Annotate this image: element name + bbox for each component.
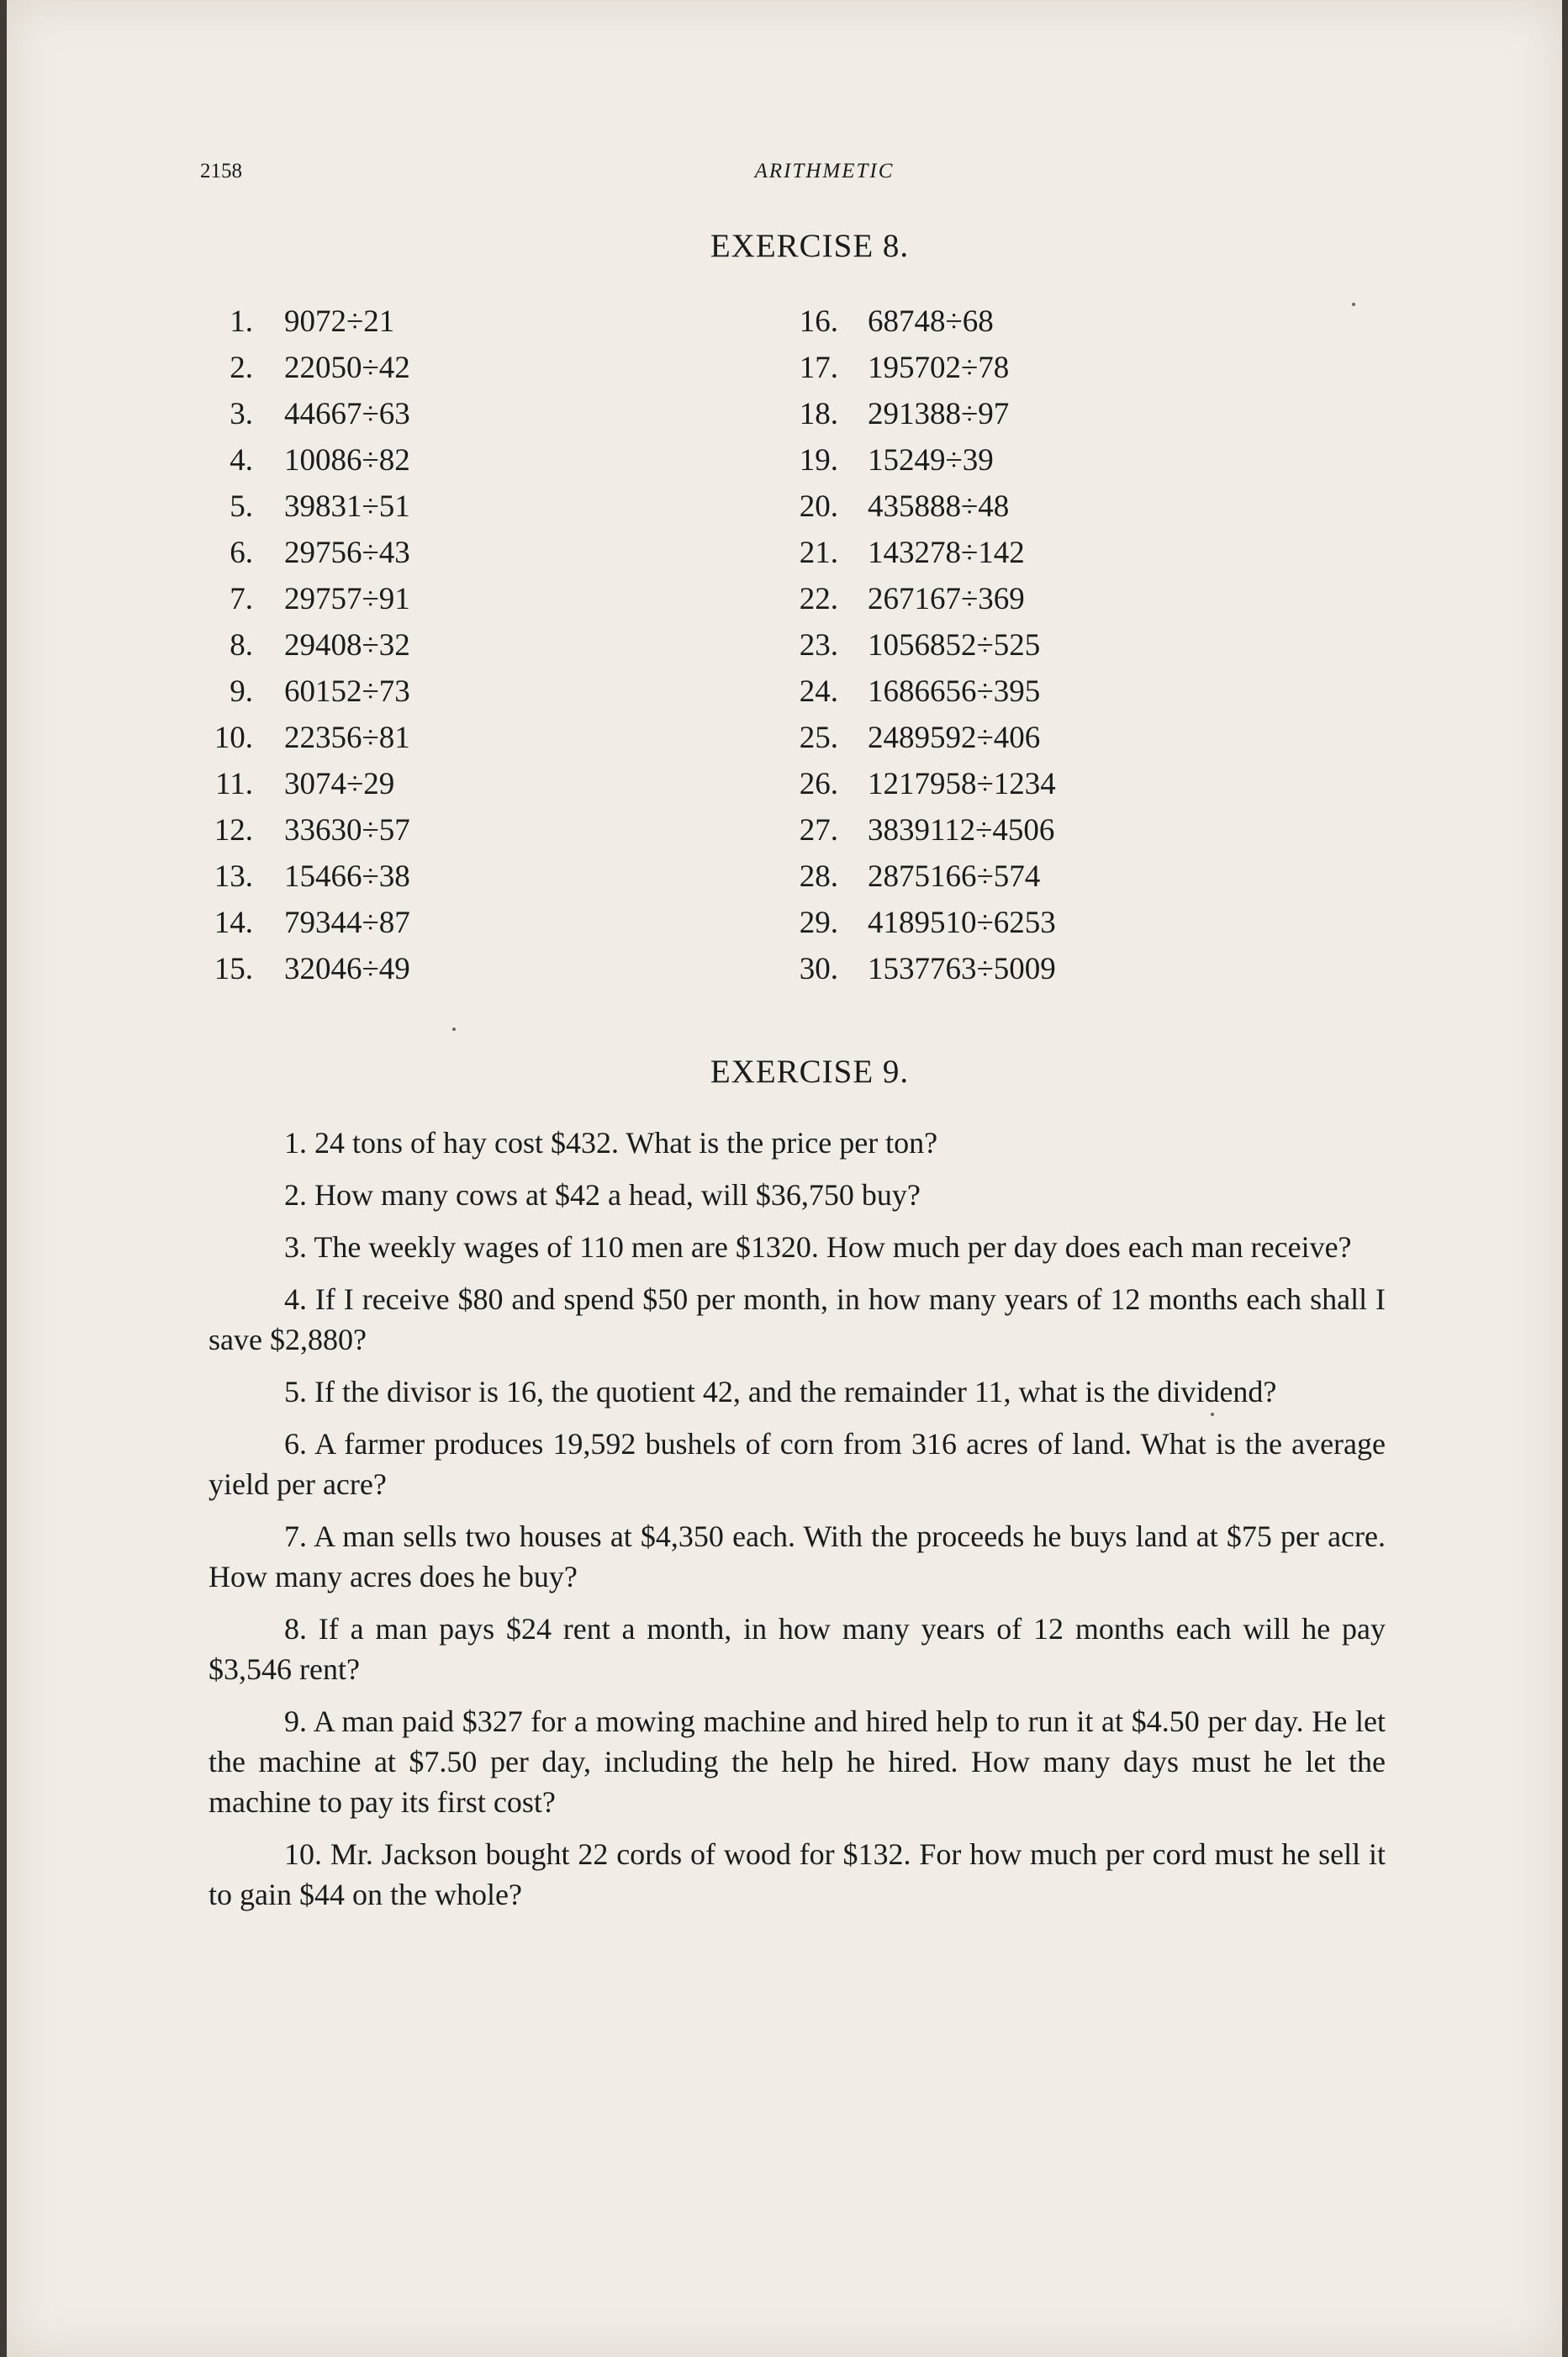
division-problem <box>793 576 1160 622</box>
problem-number: 3. <box>230 397 253 431</box>
division-problem <box>793 946 1160 992</box>
exercise-8-heading: EXERCISE 8. <box>710 228 910 264</box>
problem-expression: 435888÷48 <box>868 489 1010 524</box>
problem-expression: 79344÷87 <box>284 906 410 940</box>
word-problem: 7. A man sells two houses at $4,350 each. With the proceeds he buys land at $75 per acre. How many acres does he buy? <box>209 1519 1386 1593</box>
problem-expression: 143278÷142 <box>868 536 1025 570</box>
problem-number: 28. <box>799 859 838 894</box>
problem-number: 23. <box>799 628 838 663</box>
exercise-8-left-column <box>204 299 469 992</box>
word-problem: 8. If a man pays $24 rent a month, in how many years of 12 months each will he pay $3,546 rent? <box>209 1612 1386 1686</box>
division-problem <box>204 576 469 622</box>
problem-expression: 3839112÷4506 <box>868 813 1055 848</box>
problem-expression: 1217958÷1234 <box>868 767 1056 801</box>
problem-number: 10. <box>214 721 253 755</box>
problem-number: 5. <box>230 489 253 524</box>
division-problem <box>204 622 469 669</box>
problem-number: 1. <box>230 304 253 339</box>
division-problem <box>204 900 469 946</box>
division-problem <box>793 622 1160 669</box>
exercise-8-right-column <box>793 299 1160 992</box>
problem-number: 26. <box>799 767 838 801</box>
word-problem: 9. A man paid $327 for a mowing machine and hired help to run it at $4.50 per day. He let the machine at $7.50 per day, including the help he hired. How many days must he let the machine to pay its first cost? <box>209 1704 1386 1819</box>
problem-expression: 1686656÷395 <box>868 674 1041 709</box>
problem-expression: 22050÷42 <box>284 351 410 385</box>
word-problem: 3. The weekly wages of 110 men are $1320. How much per day does each man receive? <box>284 1230 1352 1264</box>
word-problem: 10. Mr. Jackson bought 22 cords of wood for $132. For how much per cord must he sell it to gain $44 on the whole? <box>209 1837 1386 1911</box>
problem-number: 6. <box>230 536 253 570</box>
paper-speck <box>1352 303 1355 306</box>
problem-expression: 15249÷39 <box>868 443 994 478</box>
problem-expression: 9072÷21 <box>284 304 395 339</box>
problem-number: 29. <box>799 906 838 940</box>
problem-expression: 2489592÷406 <box>868 721 1041 755</box>
problem-number: 9. <box>230 674 253 709</box>
problem-number: 2. <box>230 351 253 385</box>
word-problem: 4. If I receive $80 and spend $50 per month, in how many years of 12 months each shall I save $2,880? <box>209 1282 1386 1356</box>
division-problem <box>793 853 1160 900</box>
problem-number: 18. <box>799 397 838 431</box>
word-problem: 2. How many cows at $42 a head, will $36,750 buy? <box>284 1178 921 1212</box>
problem-number: 19. <box>799 443 838 478</box>
paper-speck <box>452 1028 456 1031</box>
page-number: 2158 <box>200 160 242 182</box>
division-problem <box>793 900 1160 946</box>
problem-expression: 195702÷78 <box>868 351 1010 385</box>
problem-expression: 29756÷43 <box>284 536 410 570</box>
division-problem <box>204 853 469 900</box>
division-problem <box>793 761 1160 807</box>
exercise-9-problems <box>209 1123 1386 1926</box>
word-problem: 6. A farmer produces 19,592 bushels of corn from 316 acres of land. What is the average yield per acre? <box>209 1427 1386 1501</box>
problem-number: 16. <box>799 304 838 339</box>
division-problem <box>793 299 1160 345</box>
problem-expression: 29757÷91 <box>284 582 410 616</box>
problem-expression: 29408÷32 <box>284 628 410 663</box>
problem-expression: 60152÷73 <box>284 674 410 709</box>
problem-number: 13. <box>214 859 253 894</box>
division-problem <box>204 715 469 761</box>
problem-number: 7. <box>230 582 253 616</box>
exercise-9-heading: EXERCISE 9. <box>710 1054 910 1090</box>
division-problem <box>204 761 469 807</box>
problem-expression: 44667÷63 <box>284 397 410 431</box>
division-problem <box>793 530 1160 576</box>
division-problem <box>204 345 469 391</box>
division-problem <box>793 807 1160 853</box>
problem-expression: 1056852÷525 <box>868 628 1041 663</box>
word-problem: 5. If the divisor is 16, the quotient 42, and the remainder 11, what is the dividend? <box>284 1375 1277 1408</box>
problem-expression: 10086÷82 <box>284 443 410 478</box>
division-problem <box>793 715 1160 761</box>
paper-speck <box>1211 1413 1214 1416</box>
problem-number: 14. <box>214 906 253 940</box>
word-problem: 1. 24 tons of hay cost $432. What is the price per ton? <box>284 1126 938 1160</box>
division-problem <box>204 437 469 484</box>
problem-expression: 291388÷97 <box>868 397 1010 431</box>
division-problem <box>204 669 469 715</box>
problem-expression: 68748÷68 <box>868 304 994 339</box>
problem-expression: 32046÷49 <box>284 952 410 986</box>
problem-number: 8. <box>230 628 253 663</box>
problem-number: 11. <box>215 767 253 801</box>
problem-expression: 33630÷57 <box>284 813 410 848</box>
division-problem <box>793 391 1160 437</box>
problem-expression: 2875166÷574 <box>868 859 1041 894</box>
division-problem <box>204 484 469 530</box>
problem-number: 25. <box>799 721 838 755</box>
division-problem <box>204 299 469 345</box>
problem-number: 4. <box>230 443 253 478</box>
problem-expression: 39831÷51 <box>284 489 410 524</box>
book-page <box>7 0 1562 2357</box>
division-problem <box>204 530 469 576</box>
division-problem <box>793 345 1160 391</box>
problem-expression: 1537763÷5009 <box>868 952 1056 986</box>
problem-number: 21. <box>799 536 838 570</box>
problem-expression: 267167÷369 <box>868 582 1025 616</box>
running-title: ARITHMETIC <box>754 160 895 182</box>
problem-number: 24. <box>799 674 838 709</box>
division-problem <box>793 484 1160 530</box>
division-problem <box>204 807 469 853</box>
division-problem <box>793 437 1160 484</box>
running-head <box>200 160 1398 193</box>
problem-number: 27. <box>799 813 838 848</box>
problem-number: 12. <box>214 813 253 848</box>
problem-number: 17. <box>799 351 838 385</box>
problem-number: 22. <box>799 582 838 616</box>
problem-number: 15. <box>214 952 253 986</box>
division-problem <box>204 391 469 437</box>
problem-expression: 4189510÷6253 <box>868 906 1056 940</box>
problem-expression: 3074÷29 <box>284 767 395 801</box>
problem-number: 30. <box>799 952 838 986</box>
problem-expression: 22356÷81 <box>284 721 410 755</box>
division-problem <box>204 946 469 992</box>
division-problem <box>793 669 1160 715</box>
problem-expression: 15466÷38 <box>284 859 410 894</box>
problem-number: 20. <box>799 489 838 524</box>
